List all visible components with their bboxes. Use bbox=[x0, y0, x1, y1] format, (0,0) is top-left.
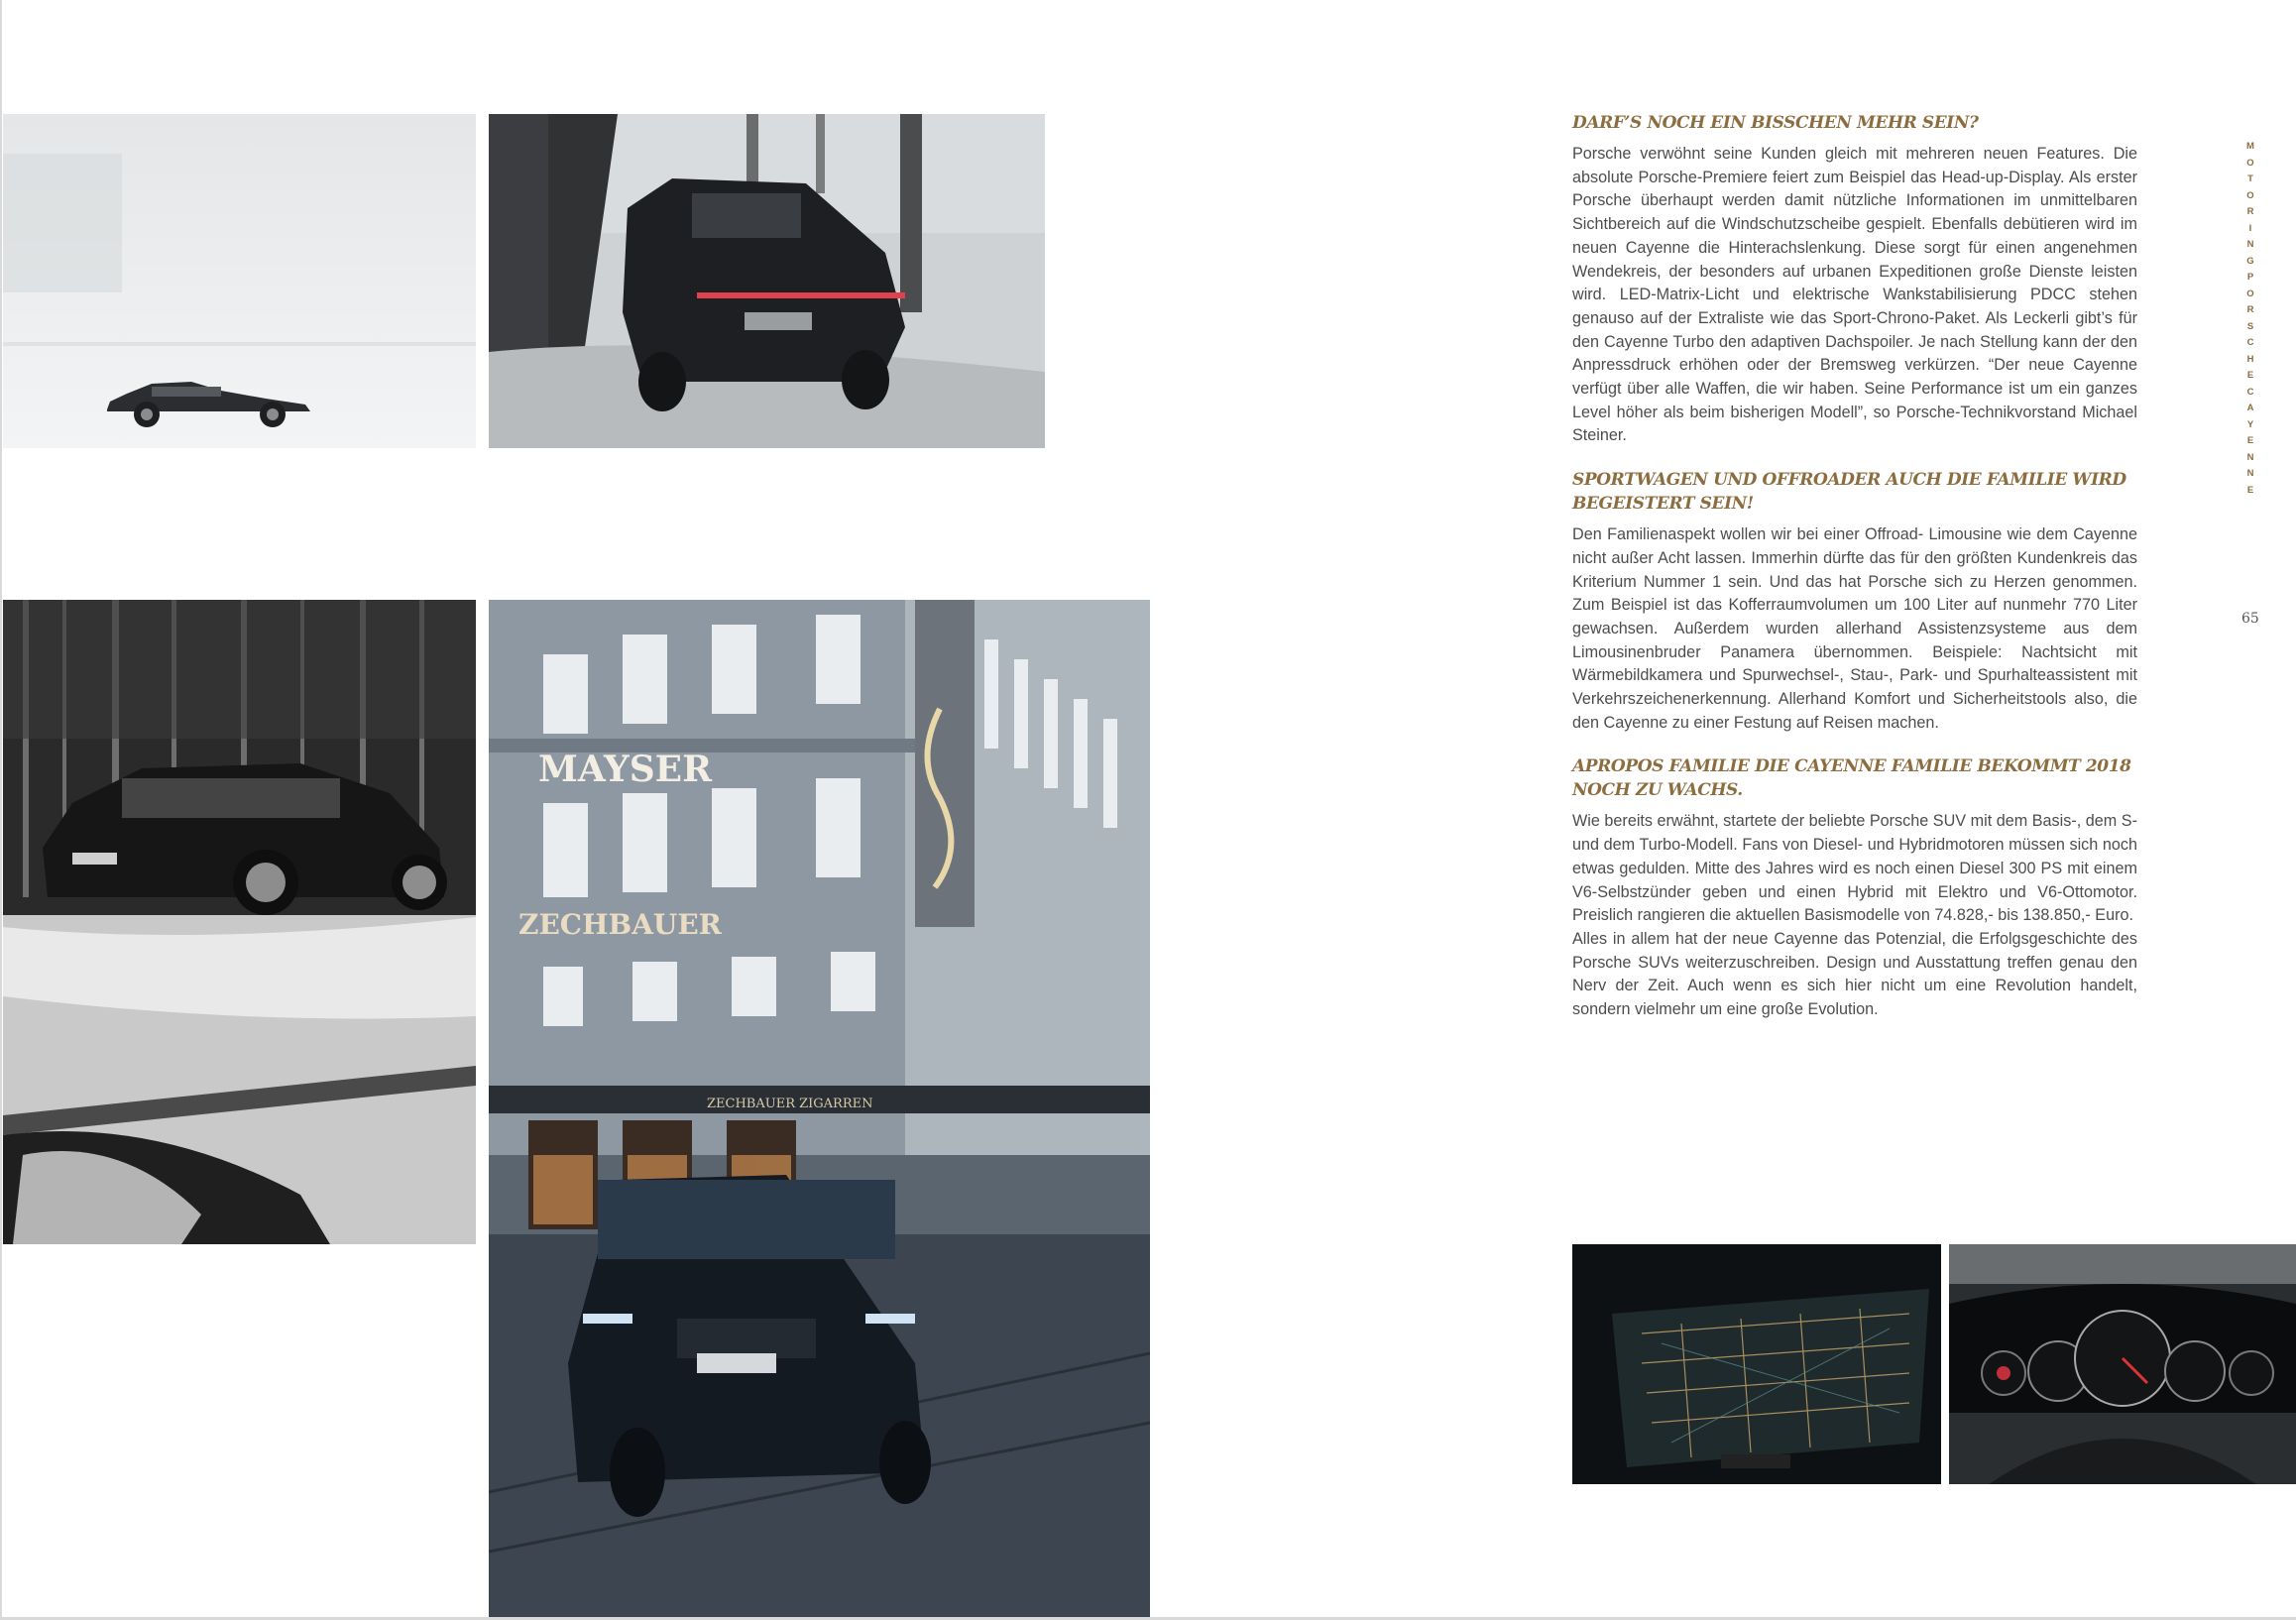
section-body-continued: Alles in allem hat der neue Cayenne das Potenzial, die Erfolgsgeschichte des Porsche SUVs weiterzuschreiben. Design und Ausstattung treffen genau den Nerv der Zeit. Auch wenn es sich hier nicht um eine Revolution handelt, sondern vielmehr um eine große Evolution. bbox=[1572, 929, 2137, 1019]
section-body: Den Familienaspekt wollen wir bei einer Offroad- Limousine wie dem Cayenne nicht außer Acht lassen. Immerhin dürfte das für den größten Kundenkreis das Kriterium Nummer 1 sein. Und das hat Porsche sich zu Herzen genommen. Zum Beispiel ist das Kofferraumvolumen um 100 Liter auf nunmehr 770 Liter gewachsen. Außerdem wurden allerhand Assistenzsysteme aus dem Limousinenbruder Panamera übernommen. Beispiele: Nachtsicht mit Wärmebildkamera und Spurwechsel-, Stau-, Park- und Spurhalteassistent mit Verkehrszeichenerkennung. Allerhand Komfort und Sicherheitstools also, die den Cayenne zu einer Festung auf Reisen machen. bbox=[1572, 525, 2137, 732]
page-edge bbox=[0, 0, 2, 1620]
section-body: Wie bereits erwähnt, startete der beliebte Porsche SUV mit dem Basis-, dem S- und dem Turbo-Modell. Fans von Diesel- und Hybridmotoren müssen sich noch etwas gedulden. Mitte des Jahres wird es noch einen Diesel 300 PS mit einem V6-Selbstzünder geben und einen Hybrid mit Elektro und V6-Ottomotor. Preislich rangieren die aktuellen Basismodelle von 74.828,- bis 138.850,- Euro. bbox=[1572, 812, 2137, 925]
vertical-label-letter: C bbox=[2246, 386, 2254, 398]
vertical-label-letter: N bbox=[2246, 468, 2254, 479]
photo-instrument-cluster bbox=[1949, 1244, 2296, 1484]
vertical-label-letter: R bbox=[2246, 206, 2254, 217]
photo-suv-city-zechbauer bbox=[489, 600, 1150, 1617]
page-number: 65 bbox=[2241, 611, 2259, 627]
vertical-label-letter: C bbox=[2246, 337, 2254, 348]
photo-suv-forest-rear bbox=[489, 114, 1045, 448]
section-body: Porsche verwöhnt seine Kunden gleich mit mehreren neuen Features. Die absolute Porsche-Premiere feiert zum Beispiel das Head-up-Display. Als erster Porsche überhaupt werden damit nützliche Informationen im unmittelbaren Sichtbereich auf die Windschutzscheibe gespielt. Ebenfalls debütieren wird im neuen Cayenne die Hinterachslenkung. Diese sorgt für einen angenehmen Wendekreis, der besonders auf urbanen Expeditionen große Dienste leisten wird. LED-Matrix-Licht und elektrische Wankstabilisierung PDCC stehen genauso auf der Extraliste wie das Sport-Chrono-Paket. Als Leckerli gibt’s für den Cayenne Turbo den adaptiven Dachspoiler. Je nach Stellung kann der den Anpressdruck erhöhen oder der Bremsweg verkürzen. “Der neue Cayenne verfügt über alle Waffen, die wir haben. Seine Performance ist um ein ganzes Level höher als beim bisherigen Modell”, so Porsche-Technikvorstand Michael Steiner. bbox=[1572, 145, 2137, 445]
vertical-label-letter: M bbox=[2246, 141, 2254, 152]
vertical-label-letter: O bbox=[2246, 288, 2254, 299]
section-heading: DARF’S NOCH EIN BISSCHEN MEHR SEIN? bbox=[1572, 113, 1979, 133]
vertical-label-letter: Y bbox=[2246, 418, 2254, 430]
sign-zechbauer: ZECHBAUER bbox=[518, 908, 722, 941]
vertical-label-letter: G bbox=[2246, 255, 2254, 267]
sign-zigarren: ZECHBAUER ZIGARREN bbox=[707, 1097, 873, 1111]
vertical-label-letter: E bbox=[2246, 370, 2254, 381]
vertical-label-letter: O bbox=[2246, 189, 2254, 201]
vertical-label-letter: S bbox=[2246, 320, 2254, 332]
vertical-label-letter: P bbox=[2246, 272, 2254, 283]
section-heading: APROPOS FAMILIE DIE CAYENNE FAMILIE BEKOMMT 2018 NOCH ZU WACHS. bbox=[1572, 756, 2131, 801]
vertical-label-letter: O bbox=[2246, 157, 2254, 169]
vertical-label-letter: N bbox=[2246, 239, 2254, 250]
vertical-label-letter: N bbox=[2246, 451, 2254, 463]
article-section bbox=[1572, 111, 2137, 448]
vertical-section-label bbox=[2242, 139, 2258, 499]
vertical-label-letter: T bbox=[2247, 174, 2253, 184]
article-section bbox=[1572, 468, 2137, 735]
photo-navigation-display bbox=[1572, 1244, 1941, 1484]
photo-suv-snowfield bbox=[3, 114, 476, 448]
vertical-label-letter: E bbox=[2246, 484, 2254, 496]
vertical-label-letter: H bbox=[2246, 353, 2254, 365]
vertical-label-letter: E bbox=[2246, 435, 2254, 446]
photo-suv-winter-forest bbox=[3, 600, 476, 1244]
vertical-label-letter: A bbox=[2246, 403, 2254, 413]
vertical-label-letter: I bbox=[2248, 222, 2252, 234]
sign-mayser: MAYSER bbox=[538, 749, 713, 790]
article bbox=[1572, 111, 2137, 1042]
section-heading: SPORTWAGEN UND OFFROADER AUCH DIE FAMILIE WIRD BEGEISTERT SEIN! bbox=[1572, 470, 2126, 515]
vertical-label-letter: R bbox=[2246, 304, 2254, 315]
article-section bbox=[1572, 754, 2137, 1021]
